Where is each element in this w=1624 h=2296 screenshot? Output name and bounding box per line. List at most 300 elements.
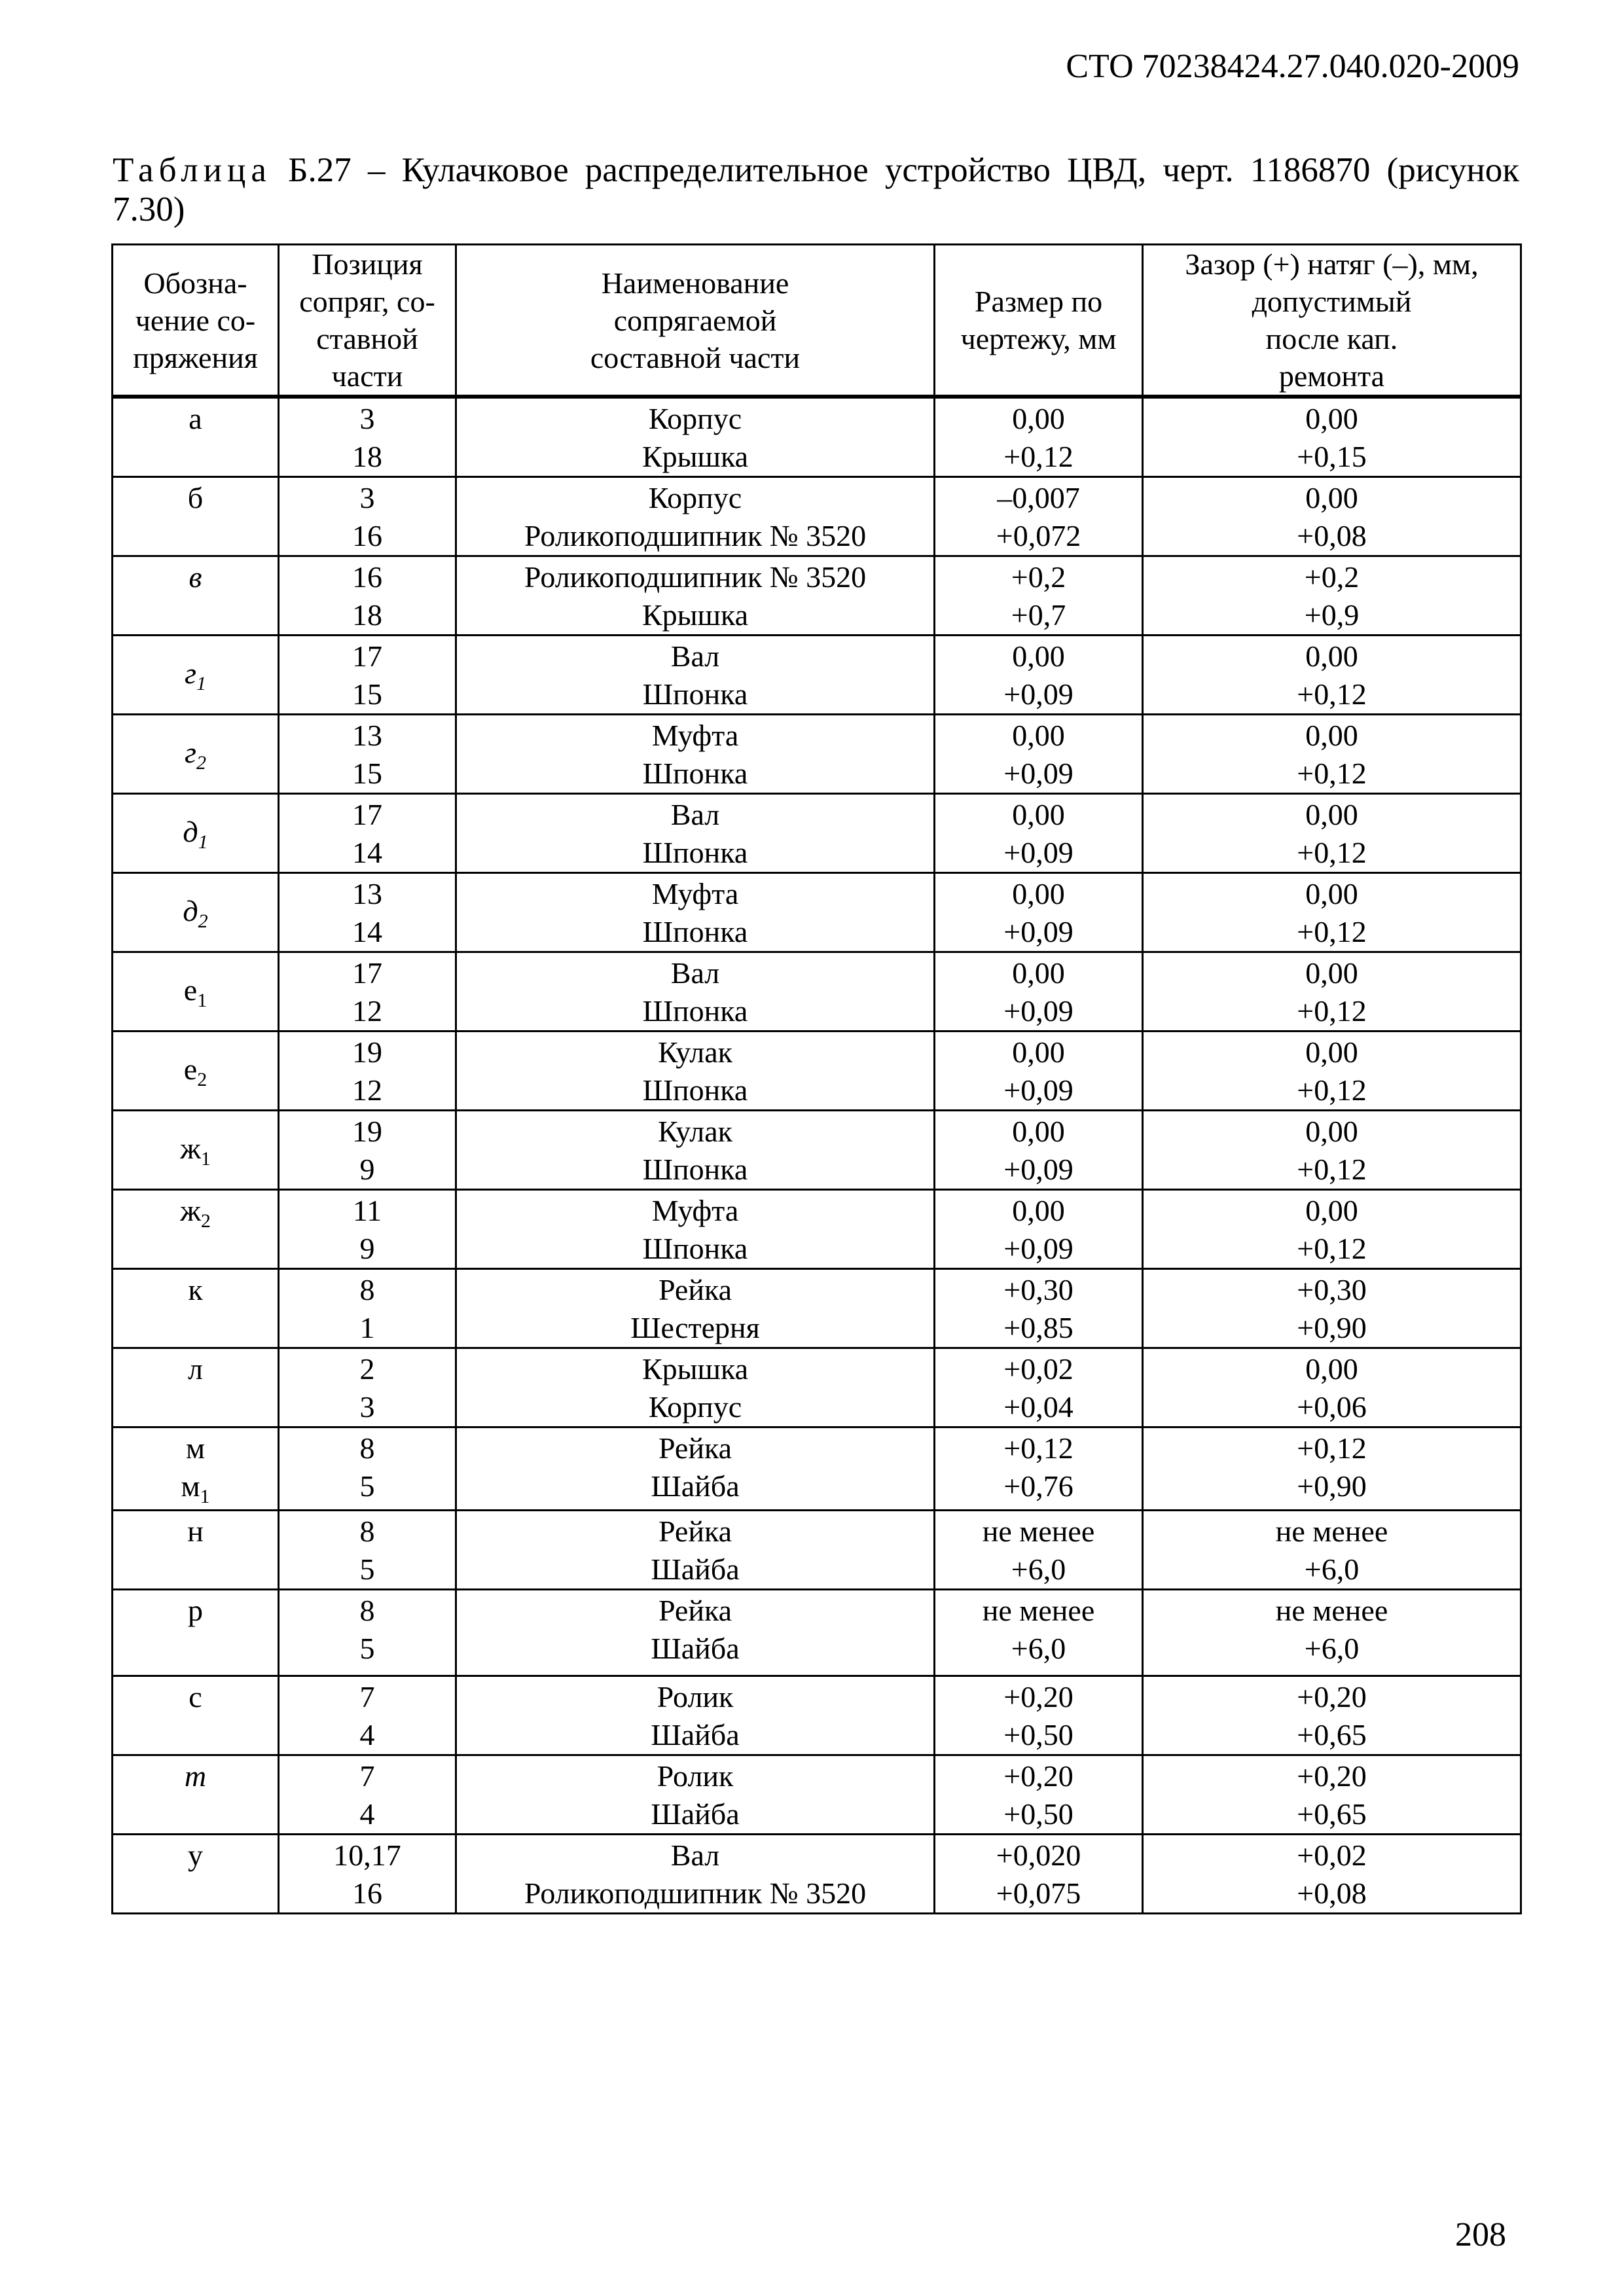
table-row [113, 1835, 1521, 1914]
drawing-size-cell [935, 1269, 1143, 1348]
part-name: Муфта [651, 719, 739, 752]
part-name: Кулак [658, 1035, 732, 1069]
gap-cell [1143, 1755, 1521, 1835]
part-name: Крышка [641, 1352, 749, 1386]
gap-value: 0,00 [1305, 402, 1358, 435]
header-joint-designation [113, 245, 279, 397]
position-value: 10,17 [333, 1839, 401, 1872]
drawing-size-cell [935, 1111, 1143, 1190]
joint-id-subscript: 2 [198, 910, 208, 932]
position-value: 13 [352, 719, 382, 752]
part-name: Шпонка [642, 915, 748, 948]
part-name: Шпонка [642, 757, 748, 790]
part-name: Шайба [651, 1797, 740, 1831]
header-line: Зазор (+) натяг (–), мм, [1185, 247, 1479, 281]
size-value: +0,7 [1011, 598, 1066, 632]
part-name-cell [456, 1835, 935, 1914]
table-row [113, 556, 1521, 636]
header-drawing-size [935, 245, 1143, 397]
position-cell [279, 1427, 456, 1511]
part-name-cell [456, 1348, 935, 1427]
size-value: 0,00 [1012, 719, 1065, 752]
gap-value: +0,9 [1304, 598, 1360, 632]
joint-id: м [185, 1431, 206, 1465]
gap-value: 0,00 [1305, 1194, 1358, 1227]
position-value: 18 [352, 440, 382, 473]
size-value: +0,30 [1003, 1273, 1074, 1306]
table-row [113, 636, 1521, 715]
gap-cell [1143, 1348, 1521, 1427]
gap-value: +0,12 [1297, 994, 1367, 1028]
position-value: 12 [352, 1073, 382, 1107]
table-row [113, 1511, 1521, 1590]
joint-id: г [185, 656, 196, 690]
position-value: 12 [352, 994, 382, 1028]
gap-cell [1143, 556, 1521, 636]
size-value: +0,12 [1003, 440, 1074, 473]
drawing-size-cell [935, 715, 1143, 794]
joint-id-cell [113, 1427, 279, 1511]
part-name-cell [456, 1427, 935, 1511]
gap-cell [1143, 397, 1521, 477]
size-value: +0,075 [996, 1876, 1081, 1910]
gap-value: 0,00 [1305, 956, 1358, 990]
part-name: Крышка [641, 598, 749, 632]
joint-id-subscript: 1 [200, 1486, 210, 1507]
position-cell [279, 636, 456, 715]
part-name-cell [456, 1190, 935, 1269]
gap-value: +0,02 [1297, 1839, 1367, 1872]
gap-value: +0,12 [1297, 1232, 1367, 1265]
size-value: +0,02 [1003, 1352, 1074, 1386]
drawing-size-cell [935, 1676, 1143, 1755]
gap-value: +0,20 [1297, 1680, 1367, 1713]
position-value: 3 [359, 1390, 375, 1424]
table-row [113, 1269, 1521, 1348]
position-value: 9 [359, 1153, 375, 1186]
position-value: 8 [359, 1273, 375, 1306]
position-value: 9 [359, 1232, 375, 1265]
position-cell [279, 952, 456, 1031]
part-name: Шайба [651, 1632, 740, 1665]
gap-value: +0,12 [1297, 1073, 1367, 1107]
gap-cell [1143, 715, 1521, 794]
joint-id: б [187, 481, 204, 514]
table-row [113, 873, 1521, 952]
size-value: +0,50 [1003, 1797, 1074, 1831]
position-value: 17 [352, 798, 382, 831]
size-value: +0,09 [1003, 1073, 1074, 1107]
part-name-cell [456, 715, 935, 794]
position-value: 8 [359, 1515, 375, 1548]
size-value: 0,00 [1012, 1115, 1065, 1148]
header-line: Обозна- [143, 266, 247, 300]
position-cell [279, 556, 456, 636]
position-value: 7 [359, 1680, 375, 1713]
joint-id-cell [113, 556, 279, 636]
joint-id-cell [113, 1676, 279, 1755]
part-name: Ролик [657, 1680, 734, 1713]
part-name-cell [456, 556, 935, 636]
gap-cell [1143, 477, 1521, 556]
drawing-size-cell [935, 556, 1143, 636]
size-value: не менее [982, 1515, 1095, 1548]
part-name: Кулак [658, 1115, 732, 1148]
joint-id-subscript: 1 [197, 990, 208, 1011]
size-value: +6,0 [1011, 1552, 1066, 1586]
table-row [113, 397, 1521, 477]
joint-id-cell [113, 1348, 279, 1427]
position-value: 2 [359, 1352, 375, 1386]
size-value: +0,09 [1003, 836, 1074, 869]
position-value: 5 [359, 1632, 375, 1665]
part-name: Шпонка [642, 1232, 748, 1265]
position-value: 5 [359, 1552, 375, 1586]
gap-value: +0,12 [1297, 677, 1367, 711]
header-line: ремонта [1278, 359, 1385, 393]
gap-value: 0,00 [1305, 719, 1358, 752]
part-name: Шпонка [642, 677, 748, 711]
size-value: +0,85 [1003, 1311, 1074, 1344]
joint-id: е [183, 973, 198, 1007]
position-value: 13 [352, 877, 382, 910]
position-value: 4 [359, 1797, 375, 1831]
gap-value: +0,90 [1297, 1311, 1367, 1344]
position-value: 16 [352, 560, 382, 594]
joint-id: д [183, 894, 198, 927]
part-name-cell [456, 1590, 935, 1676]
size-value: –0,007 [997, 481, 1080, 514]
size-value: +0,09 [1003, 994, 1074, 1028]
size-value: +0,12 [1003, 1431, 1074, 1465]
gap-cell [1143, 1269, 1521, 1348]
drawing-size-cell [935, 636, 1143, 715]
part-name-cell [456, 952, 935, 1031]
header-line: ставной [316, 322, 418, 355]
part-name-cell [456, 1111, 935, 1190]
table-row [113, 1111, 1521, 1190]
header-line: чение со- [135, 303, 256, 337]
position-cell [279, 477, 456, 556]
table-row [113, 1676, 1521, 1755]
joint-id-subscript: 2 [200, 1210, 211, 1232]
position-value: 19 [352, 1035, 382, 1069]
gap-value: 0,00 [1305, 798, 1358, 831]
part-name: Шайба [651, 1552, 740, 1586]
position-value: 16 [352, 519, 382, 552]
gap-cell [1143, 1111, 1521, 1190]
position-cell [279, 1835, 456, 1914]
size-value: +0,072 [996, 519, 1081, 552]
page-number: 208 [1455, 2216, 1506, 2253]
drawing-size-cell [935, 1348, 1143, 1427]
gap-value: +0,20 [1297, 1759, 1367, 1793]
gap-cell [1143, 1427, 1521, 1511]
table-row [113, 1190, 1521, 1269]
part-name: Рейка [658, 1431, 732, 1465]
drawing-size-cell [935, 1755, 1143, 1835]
gap-value: +0,2 [1304, 560, 1360, 594]
gap-value: 0,00 [1305, 1352, 1358, 1386]
size-value: +0,09 [1003, 757, 1074, 790]
joint-id: р [188, 1594, 203, 1627]
header-line: Наименование [601, 266, 789, 300]
part-name-cell [456, 397, 935, 477]
size-value: +0,20 [1003, 1680, 1074, 1713]
part-name: Шпонка [642, 994, 748, 1028]
joint-id-cell [113, 1755, 279, 1835]
position-cell [279, 1269, 456, 1348]
table-row [113, 952, 1521, 1031]
size-value: не менее [982, 1594, 1095, 1627]
position-cell [279, 1676, 456, 1755]
gap-value: +0,65 [1297, 1718, 1367, 1751]
joint-id-subscript: 1 [200, 1148, 211, 1170]
table-caption [113, 151, 1519, 229]
size-value: +6,0 [1011, 1632, 1066, 1665]
joint-id-cell [113, 1190, 279, 1269]
part-name: Корпус [648, 402, 742, 435]
gap-value: 0,00 [1305, 1035, 1358, 1069]
drawing-size-cell [935, 952, 1143, 1031]
size-value: +0,04 [1003, 1390, 1074, 1424]
joint-id-cell [113, 873, 279, 952]
joint-id: г [185, 736, 196, 769]
part-name: Муфта [651, 1194, 739, 1227]
joint-id: а [189, 402, 202, 435]
joint-id-cell [113, 952, 279, 1031]
table-row [113, 794, 1521, 873]
part-name: Шпонка [642, 1073, 748, 1107]
position-value: 3 [359, 481, 375, 514]
part-name-cell [456, 794, 935, 873]
joint-id-cell [113, 1031, 279, 1111]
gap-value: +0,15 [1297, 440, 1367, 473]
joint-id-subscript: 1 [196, 673, 206, 694]
position-cell [279, 1111, 456, 1190]
joint-id-cell [113, 715, 279, 794]
position-cell [279, 1190, 456, 1269]
position-value: 8 [359, 1431, 375, 1465]
size-value: +0,76 [1003, 1469, 1074, 1503]
header-line: сопряг, со- [299, 285, 435, 318]
gap-value: +0,06 [1297, 1390, 1367, 1424]
part-name: Корпус [648, 1390, 742, 1424]
drawing-size-cell [935, 794, 1143, 873]
joint-id: н [187, 1515, 204, 1548]
gap-cell [1143, 636, 1521, 715]
part-name-cell [456, 1031, 935, 1111]
gap-value: 0,00 [1305, 1115, 1358, 1148]
size-value: +0,09 [1003, 677, 1074, 711]
joint-id-subscript: 1 [198, 831, 208, 853]
position-cell [279, 1348, 456, 1427]
joint-id: т [184, 1759, 207, 1793]
gap-cell [1143, 1511, 1521, 1590]
size-value: +0,09 [1003, 915, 1074, 948]
size-value: +0,20 [1003, 1759, 1074, 1793]
position-value: 17 [352, 639, 382, 673]
joint-id-cell [113, 1590, 279, 1676]
size-value: +0,2 [1011, 560, 1066, 594]
gap-value: +0,12 [1297, 757, 1367, 790]
table-row [113, 1031, 1521, 1111]
drawing-size-cell [935, 1511, 1143, 1590]
joint-id-secondary [116, 1467, 275, 1509]
joint-id-cell [113, 794, 279, 873]
gap-cell [1143, 952, 1521, 1031]
table-caption-text: Б.27 – Кулачковое распределительное устройство ЦВД, черт. 1186870 (рисунок 7.30) [113, 151, 1520, 228]
gap-value: +6,0 [1304, 1632, 1360, 1665]
table-row [113, 1755, 1521, 1835]
header-line: Позиция [312, 247, 423, 281]
table-caption-label: Таблица [113, 151, 272, 189]
table-row [113, 477, 1521, 556]
position-value: 15 [352, 757, 382, 790]
size-value: 0,00 [1012, 956, 1065, 990]
joint-id: д [183, 815, 198, 848]
joint-id: ж [180, 1194, 201, 1227]
gap-cell [1143, 1676, 1521, 1755]
gap-cell [1143, 1031, 1521, 1111]
header-line: после кап. [1265, 322, 1398, 355]
size-value: +0,09 [1003, 1232, 1074, 1265]
part-name-cell [456, 477, 935, 556]
gap-value: +0,08 [1297, 1876, 1367, 1910]
drawing-size-cell [935, 477, 1143, 556]
table-row [113, 715, 1521, 794]
joint-id-cell [113, 1835, 279, 1914]
size-value: 0,00 [1012, 798, 1065, 831]
position-cell [279, 1755, 456, 1835]
position-cell [279, 794, 456, 873]
position-value: 11 [352, 1194, 382, 1227]
joint-id: у [188, 1839, 203, 1872]
joint-id: к [188, 1273, 203, 1306]
position-cell [279, 1031, 456, 1111]
header-part-name [456, 245, 935, 397]
position-value: 14 [352, 915, 382, 948]
part-name: Роликоподшипник № 3520 [524, 560, 867, 594]
position-value: 17 [352, 956, 382, 990]
gap-value: +0,12 [1297, 915, 1367, 948]
joint-id-cell [113, 1511, 279, 1590]
position-value: 7 [359, 1759, 375, 1793]
gap-value: +0,12 [1297, 836, 1367, 869]
gap-value: 0,00 [1305, 639, 1358, 673]
part-name: Шпонка [642, 836, 748, 869]
joint-id: ж [180, 1132, 201, 1165]
drawing-size-cell [935, 873, 1143, 952]
part-name-cell [456, 1269, 935, 1348]
position-cell [279, 1511, 456, 1590]
joint-id: в [189, 560, 202, 594]
gap-value: +0,30 [1297, 1273, 1367, 1306]
table-row [113, 1427, 1521, 1511]
header-line: сопрягаемой [613, 303, 777, 337]
position-cell [279, 873, 456, 952]
position-value: 1 [359, 1311, 375, 1344]
gap-cell [1143, 1190, 1521, 1269]
position-value: 14 [352, 836, 382, 869]
joint-id-cell [113, 1269, 279, 1348]
part-name: Вал [670, 956, 720, 990]
size-value: 0,00 [1012, 402, 1065, 435]
header-line: части [331, 359, 403, 393]
joint-id-cell [113, 477, 279, 556]
gap-value: +0,12 [1297, 1153, 1367, 1186]
size-value: +0,09 [1003, 1153, 1074, 1186]
gap-value: 0,00 [1305, 481, 1358, 514]
drawing-size-cell [935, 1590, 1143, 1676]
joint-id: м [181, 1469, 200, 1503]
part-name: Шестерня [630, 1311, 760, 1344]
joint-id: л [188, 1352, 203, 1386]
joint-id: с [189, 1680, 202, 1713]
part-name: Шайба [651, 1718, 740, 1751]
part-name: Крышка [641, 440, 749, 473]
joint-id-subscript: 2 [196, 752, 206, 774]
part-name-cell [456, 1676, 935, 1755]
part-name-cell [456, 636, 935, 715]
part-name: Роликоподшипник № 3520 [524, 519, 867, 552]
gap-cell [1143, 1835, 1521, 1914]
table-row [113, 1590, 1521, 1676]
size-value: 0,00 [1012, 1194, 1065, 1227]
part-name-cell [456, 1511, 935, 1590]
document-code: СТО 70238424.27.040.020-2009 [1066, 48, 1519, 85]
joint-id: е [183, 1052, 198, 1086]
size-value: 0,00 [1012, 1035, 1065, 1069]
gap-cell [1143, 794, 1521, 873]
position-cell [279, 397, 456, 477]
joint-id-cell [113, 636, 279, 715]
drawing-size-cell [935, 1031, 1143, 1111]
part-name: Корпус [648, 481, 742, 514]
size-value: +0,50 [1003, 1718, 1074, 1751]
part-name: Муфта [651, 877, 739, 910]
header-part-position [279, 245, 456, 397]
joint-id-subscript: 2 [197, 1069, 208, 1090]
size-value: +0,020 [996, 1839, 1081, 1872]
table-row [113, 1348, 1521, 1427]
part-name: Шайба [651, 1469, 740, 1503]
size-value: 0,00 [1012, 877, 1065, 910]
joint-id-cell [113, 1111, 279, 1190]
header-line: чертежу, мм [960, 322, 1117, 355]
table-header-row [113, 245, 1521, 397]
part-name: Рейка [658, 1273, 732, 1306]
header-line: допустимый [1252, 285, 1412, 318]
position-value: 4 [359, 1718, 375, 1751]
gap-value: не менее [1275, 1515, 1388, 1548]
position-value: 18 [352, 598, 382, 632]
position-value: 16 [352, 1876, 382, 1910]
position-value: 3 [359, 402, 375, 435]
size-value: 0,00 [1012, 639, 1065, 673]
part-name: Вал [670, 1839, 720, 1872]
position-cell [279, 715, 456, 794]
gap-value: +0,90 [1297, 1469, 1367, 1503]
position-value: 19 [352, 1115, 382, 1148]
part-name: Ролик [657, 1759, 734, 1793]
drawing-size-cell [935, 1190, 1143, 1269]
position-cell [279, 1590, 456, 1676]
drawing-size-cell [935, 397, 1143, 477]
drawing-size-cell [935, 1427, 1143, 1511]
header-line: Размер по [974, 285, 1103, 318]
joint-id-cell [113, 397, 279, 477]
